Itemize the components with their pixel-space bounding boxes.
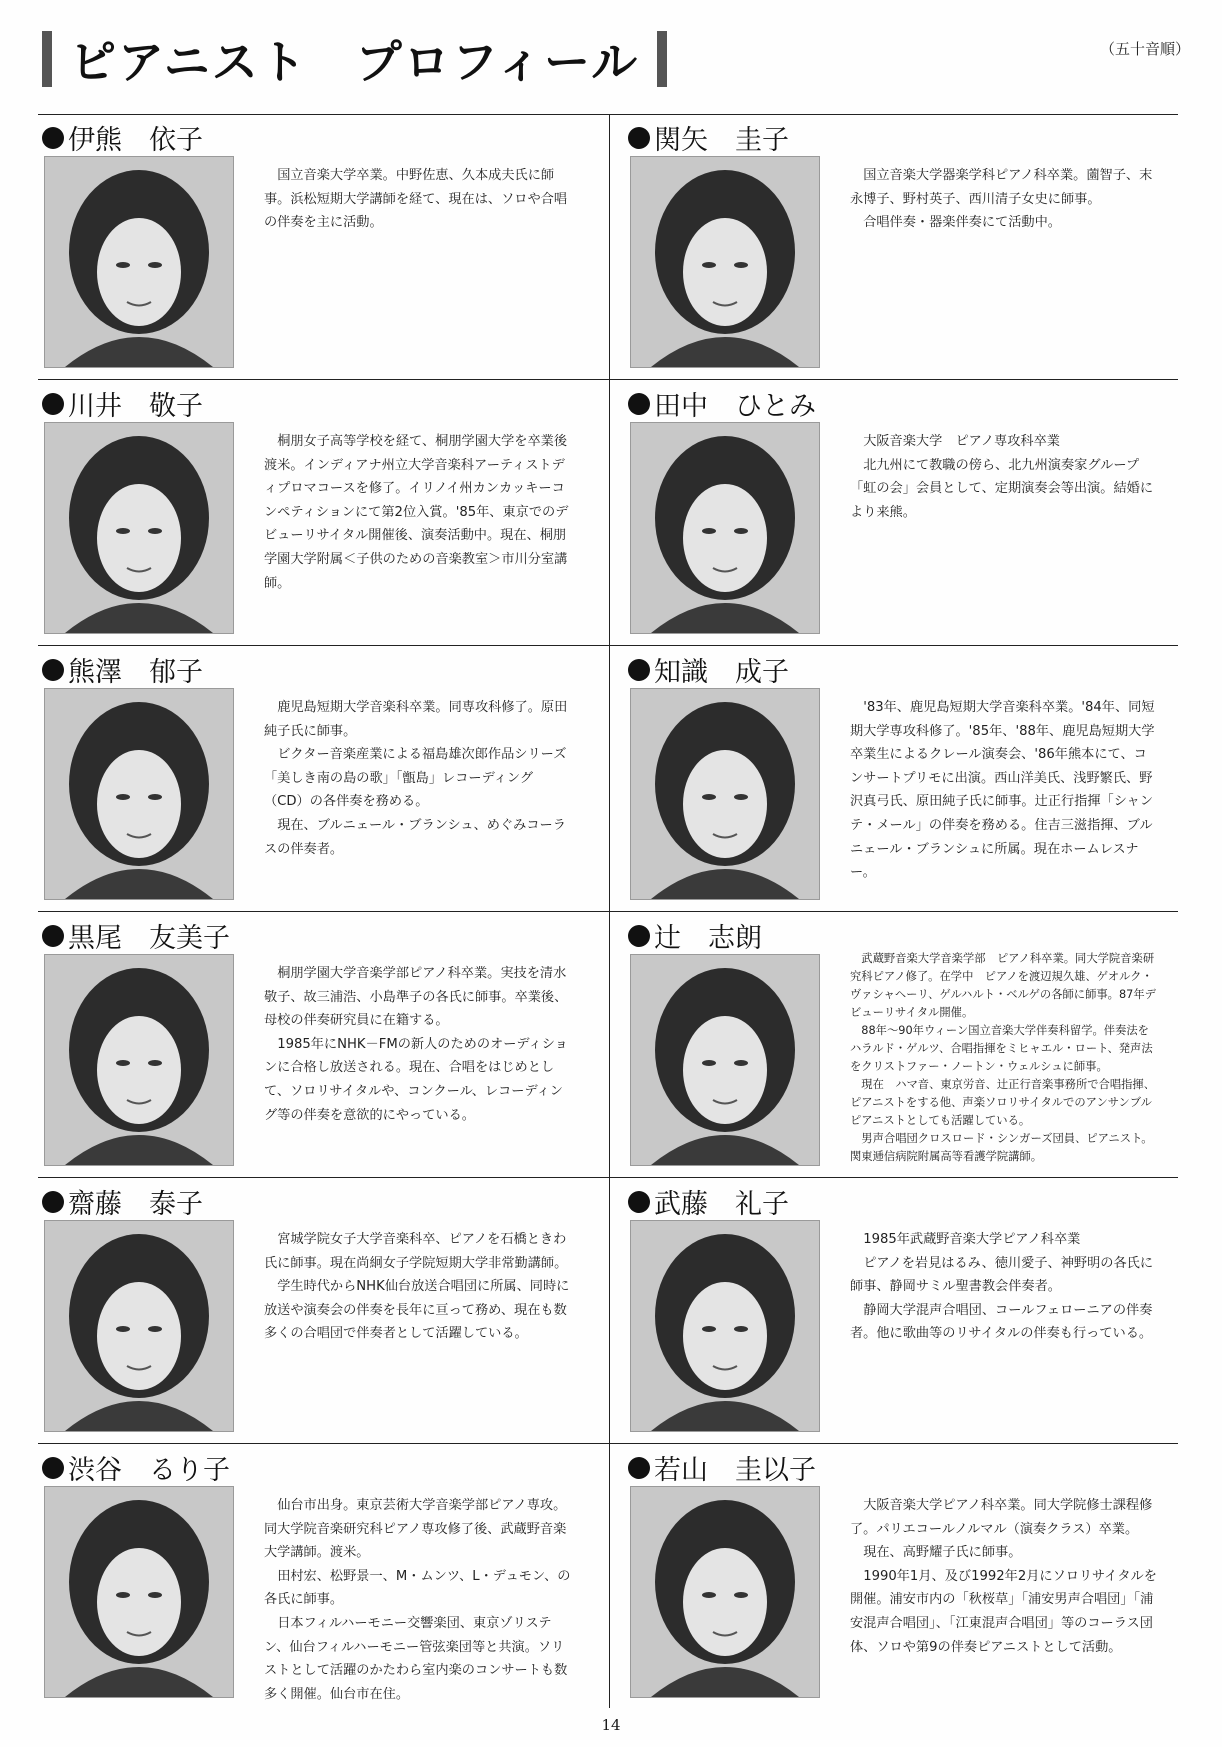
pianist-name-text: 渋谷 るり子	[68, 1455, 230, 1486]
portrait-photo	[630, 1486, 820, 1698]
portrait-photo	[630, 954, 820, 1166]
bullet-icon	[42, 393, 64, 415]
pianist-bio	[264, 962, 572, 1127]
pianist-name-text: 田中 ひとみ	[654, 391, 816, 422]
bio-paragraph: 北九州にて教職の傍ら、北九州演奏家グループ「虹の会」会員として、定期演奏会等出演。結婚により来熊。	[850, 457, 1154, 520]
column-divider	[609, 114, 610, 1708]
profile-card	[42, 1448, 582, 1710]
profile-card	[628, 916, 1168, 1178]
portrait-photo	[630, 156, 820, 368]
bullet-icon	[42, 925, 64, 947]
portrait-photo	[44, 422, 234, 634]
pianist-name-text: 黒尾 友美子	[68, 923, 230, 954]
bio-paragraph: 1985年にNHK－FMの新人のためのオーディションに合格し放送される。現在、合唱をはじめとして、ソロリサイタルや、コンクール、レコーディング等の伴奏を意欲的にやっている。	[264, 1036, 568, 1123]
pianist-name	[628, 384, 816, 423]
bio-paragraph: 現在、高野耀子氏に師事。	[863, 1545, 1022, 1561]
pianist-name	[42, 1182, 203, 1221]
bullet-icon	[628, 1191, 650, 1213]
pianist-bio	[850, 1494, 1158, 1659]
pianist-bio	[850, 164, 1158, 235]
bullet-icon	[628, 659, 650, 681]
bullet-icon	[42, 1191, 64, 1213]
portrait-photo	[630, 688, 820, 900]
pianist-bio	[850, 696, 1158, 885]
bio-paragraph: 現在、ブルニェール・ブランシュ、めぐみコーラスの伴奏者。	[264, 817, 566, 857]
portrait-photo	[44, 688, 234, 900]
bullet-icon	[42, 127, 64, 149]
sort-order-note: （五十音順）	[1100, 40, 1191, 58]
bio-paragraph: 大阪音楽大学ピアノ科卒業。同大学院修士課程修了。パリエコールノルマル（演奏クラス）卒業。	[850, 1498, 1153, 1537]
row-divider	[38, 114, 1178, 115]
bio-paragraph: 大阪音楽大学 ピアノ専攻科卒業	[863, 434, 1060, 449]
pianist-name-text: 熊澤 郁子	[68, 657, 203, 688]
bio-paragraph: 静岡大学混声合唱団、コールフェローニアの伴奏者。他に歌曲等のリサイタルの伴奏も行っている。	[850, 1302, 1153, 1342]
bullet-icon	[42, 1457, 64, 1479]
bio-paragraph: 桐朋女子高等学校を経て、桐朋学園大学を卒業後渡米。インディアナ州立大学音楽科アーティストディプロマコースを修了。イリノイ州カンカッキーコンペティションにて第2位入賞。'85年、東京でのデビューリサイタル開催後、演奏活動中。現在、桐朋学園大学附属＜子供のための音楽教室＞市川分室講師。	[264, 434, 569, 591]
bio-paragraph: 男声合唱団クロスロード・シンガーズ団員、ピアニスト。関東逓信病院附属高等看護学院講師。	[850, 1132, 1153, 1163]
bio-paragraph: 現在 ハマ音、東京労音、辻正行音楽事務所で合唱指揮、ピアニストをする他、声楽ソロリサイタルでのアンサンブルピアニストとしても活躍している。	[850, 1078, 1156, 1127]
bullet-icon	[628, 925, 650, 947]
bio-paragraph: ピアノを岩見はるみ、徳川愛子、神野明の各氏に師事、静岡サミル聖書教会伴奏者。	[850, 1255, 1154, 1295]
bio-paragraph: 1990年1月、及び1992年2月にソロリサイタルを開催。浦安市内の「秋桜草」「浦安男声合唱団」「浦安混声合唱団」、「江東混声合唱団」等のコーラス団体、ソロや第9の伴奏ピアニストとして活動。	[850, 1568, 1157, 1655]
profile-card	[628, 650, 1168, 912]
pianist-name	[628, 118, 789, 157]
pianist-bio	[264, 1494, 572, 1706]
bullet-icon	[628, 393, 650, 415]
pianist-name	[628, 1182, 789, 1221]
portrait-photo	[630, 422, 820, 634]
pianist-name	[628, 1448, 816, 1487]
profile-card	[42, 916, 582, 1178]
pianist-name	[628, 916, 762, 955]
bio-paragraph: 88年〜90年ウィーン国立音楽大学伴奏科留学。伴奏法をハラルド・ゲルツ、合唱指揮をミヒャエル・ロート、発声法をクリストファー・ノートン・ウェルシュに師事。	[850, 1024, 1153, 1073]
page-number: 14	[601, 1716, 621, 1734]
pianist-bio	[850, 1228, 1158, 1346]
profile-card	[628, 118, 1168, 380]
bio-paragraph: 日本フィルハーモニー交響楽団、東京ゾリステン、仙台フィルハーモニー管弦楽団等と共演。ソリストとして活躍のかたわら室内楽のコンサートも数多く開催。仙台市在住。	[264, 1615, 568, 1702]
page-header	[42, 28, 667, 90]
portrait-photo	[44, 156, 234, 368]
bio-paragraph: 桐朋学園大学音楽学部ピアノ科卒業。実技を清水敬子、故三浦浩、小島準子の各氏に師事。卒業後、母校の伴奏研究員に在籍する。	[264, 966, 568, 1029]
portrait-photo	[630, 1220, 820, 1432]
page-title: ピアニスト プロフィール	[70, 35, 640, 89]
portrait-photo	[44, 1220, 234, 1432]
pianist-bio	[850, 950, 1158, 1166]
pianist-name	[42, 118, 203, 157]
bio-paragraph: 鹿児島短期大学音楽科卒業。同専攻科修了。原田純子氏に師事。	[264, 700, 568, 739]
bio-paragraph: 国立音楽大学卒業。中野佐恵、久本成夫氏に師事。浜松短期大学講師を経て、現在は、ソロや合唱の伴奏を主に活動。	[264, 168, 568, 231]
profile-card	[628, 384, 1168, 646]
pianist-name-text: 川井 敬子	[68, 391, 203, 422]
pianist-name	[42, 916, 230, 955]
title-right-bar	[657, 31, 667, 87]
pianist-name-text: 関矢 圭子	[654, 125, 789, 156]
pianist-name	[42, 1448, 230, 1487]
pianist-name-text: 若山 圭以子	[654, 1455, 816, 1486]
title-left-bar	[42, 31, 52, 87]
bio-paragraph: 田村宏、松野景一、M・ムンツ、L・デュモン、の各氏に師事。	[264, 1568, 571, 1608]
pianist-name-text: 武藤 礼子	[654, 1189, 789, 1220]
pianist-bio	[850, 430, 1158, 524]
bio-paragraph: 1985年武蔵野音楽大学ピアノ科卒業	[863, 1232, 1081, 1247]
profile-card	[42, 650, 582, 912]
pianist-bio	[264, 1228, 572, 1346]
profile-card	[42, 1182, 582, 1444]
bullet-icon	[42, 659, 64, 681]
bullet-icon	[628, 1457, 650, 1479]
bio-paragraph: 武蔵野音楽大学音楽学部 ピアノ科卒業。同大学院音楽研究科ピアノ修了。在学中 ピアノを渡辺規久雄、ゲオルク・ヴァシャヘーリ、ゲルハルト・ベルゲの各師に師事。87年デビューリサイタル開催。	[850, 952, 1156, 1019]
pianist-name	[42, 650, 203, 689]
bio-paragraph: '83年、鹿児島短期大学音楽科卒業。'84年、同短期大学専攻科修了。'85年、'88年、鹿児島短期大学卒業生によるクレール演奏会、'86年熊本にて、コンサートプリモに出演。西山洋美氏、浅野繁氏、野沢真弓氏、原田純子氏に師事。辻正行指揮「シャンテ・メール」の伴奏を務める。住吉三滋指揮、ブルニェール・ブランシュに所属。現在ホームレスナー。	[850, 700, 1155, 881]
pianist-name-text: 知識 成子	[654, 657, 789, 688]
bio-paragraph: 仙台市出身。東京芸術大学音楽学部ピアノ専攻。同大学院音楽研究科ピアノ専攻修了後、武蔵野音楽大学講師。渡米。	[264, 1498, 567, 1561]
bio-paragraph: ビクター音楽産業による福島雄次郎作品シリーズ「美しき南の島の歌」「甑島」レコーディング（CD）の各伴奏を務める。	[264, 747, 567, 810]
pianist-name-text: 齋藤 泰子	[68, 1189, 203, 1220]
pianist-bio	[264, 696, 572, 861]
pianist-name	[628, 650, 789, 689]
profile-card	[42, 118, 582, 380]
bio-paragraph: 学生時代からNHK仙台放送合唱団に所属、同時に放送や演奏会の伴奏を長年に亘って務め、現在も数多くの合唱団で伴奏者として活躍している。	[264, 1279, 570, 1342]
profile-card	[628, 1182, 1168, 1444]
bio-paragraph: 合唱伴奏・器楽伴奏にて活動中。	[863, 215, 1061, 231]
pianist-bio	[264, 164, 572, 235]
pianist-name-text: 伊熊 依子	[68, 125, 203, 156]
portrait-photo	[44, 1486, 234, 1698]
pianist-bio	[264, 430, 572, 595]
pianist-name	[42, 384, 203, 423]
portrait-photo	[44, 954, 234, 1166]
bullet-icon	[628, 127, 650, 149]
profile-card	[42, 384, 582, 646]
bio-paragraph: 宮城学院女子大学音楽科卒、ピアノを石橋ときわ氏に師事。現在尚絅女子学院短期大学非常勤講師。	[264, 1232, 568, 1271]
profile-card	[628, 1448, 1168, 1710]
pianist-name-text: 辻 志朗	[654, 923, 762, 954]
bio-paragraph: 国立音楽大学器楽学科ピアノ科卒業。薗智子、末永博子、野村英子、西川清子女史に師事。	[850, 168, 1153, 207]
